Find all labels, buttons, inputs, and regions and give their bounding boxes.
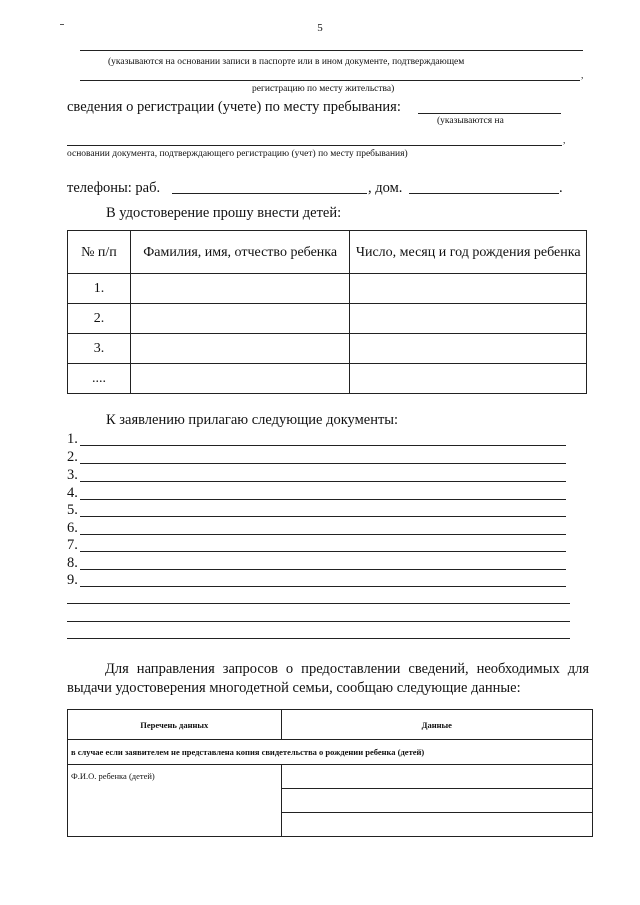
extra-line[interactable] (67, 638, 570, 639)
document-line[interactable] (80, 481, 566, 482)
child-fio-label: Ф.И.О. ребенка (детей) (68, 765, 282, 837)
item-number: 7. (67, 537, 78, 553)
document-line[interactable] (80, 463, 566, 464)
item-number: 9. (67, 572, 78, 588)
note-stay-a: (указываются на (437, 116, 504, 126)
birth-date-cell[interactable] (350, 364, 587, 394)
child-name-cell[interactable] (130, 304, 350, 334)
col-birth-date: Число, месяц и год рождения ребенка (350, 231, 587, 274)
note-registration: регистрацию по месту жительства) (252, 84, 395, 94)
stay-label: сведения о регистрации (учете) по месту пребывания: (67, 99, 401, 115)
stay-line-2[interactable] (67, 145, 562, 146)
item-number: 2. (67, 449, 78, 465)
col-child-name: Фамилия, имя, отчество ребенка (130, 231, 350, 274)
document-line[interactable] (80, 569, 566, 570)
children-intro: В удостоверение прошу внести детей: (106, 205, 342, 221)
col-number: № п/п (68, 231, 131, 274)
item-number: 4. (67, 485, 78, 501)
birth-date-cell[interactable] (350, 304, 587, 334)
requests-table (67, 709, 593, 837)
item-number: 6. (67, 520, 78, 536)
child-name-cell[interactable] (130, 334, 350, 364)
section-row (68, 740, 593, 765)
table-row (68, 274, 587, 304)
child-name-cell[interactable] (130, 274, 350, 304)
table-row (68, 765, 593, 789)
document-line[interactable] (80, 516, 566, 517)
work-phone-label: телефоны: раб. (67, 180, 161, 196)
home-phone-field[interactable] (409, 193, 559, 194)
document-line[interactable] (80, 445, 566, 446)
comma: , (563, 136, 566, 146)
document-line[interactable] (80, 551, 566, 552)
col-data-list: Перечень данных (68, 710, 282, 740)
row-number: .... (68, 364, 131, 394)
page-number: 5 (317, 22, 323, 34)
note-passport: (указываются на основании записи в паспорте или в ином документе, подтверждающем (108, 57, 465, 67)
item-number: 5. (67, 502, 78, 518)
fio-value-cell[interactable] (281, 789, 592, 813)
item-number: 1. (67, 431, 78, 447)
birth-date-cell[interactable] (350, 334, 587, 364)
corner-mark (60, 24, 64, 25)
row-number: 2. (68, 304, 131, 334)
residence-line-2[interactable] (80, 80, 580, 81)
children-header-row (68, 231, 587, 274)
comma: , (581, 71, 584, 81)
work-phone-field[interactable] (172, 193, 367, 194)
row-number: 3. (68, 334, 131, 364)
fio-value-cell[interactable] (281, 813, 592, 837)
fio-value-cell[interactable] (281, 765, 592, 789)
item-number: 8. (67, 555, 78, 571)
table-row (68, 304, 587, 334)
row-number: 1. (68, 274, 131, 304)
table-row (68, 334, 587, 364)
residence-line[interactable] (80, 50, 583, 51)
note-stay-b: основании документа, подтверждающего регистрацию (учет) по месту пребывания) (67, 149, 408, 159)
children-table (67, 230, 587, 394)
period: . (559, 180, 563, 196)
extra-line[interactable] (67, 621, 570, 622)
documents-intro: К заявлению прилагаю следующие документы: (106, 412, 399, 428)
extra-line[interactable] (67, 603, 570, 604)
requests-paragraph: Для направления запросов о предоставлении сведений, необходимых для выдачи удостоверения многодетной семьи, сообщаю следующие данные: (67, 661, 589, 696)
item-number: 3. (67, 467, 78, 483)
document-line[interactable] (80, 499, 566, 500)
document-line[interactable] (80, 586, 566, 587)
section-title: в случае если заявителем не представлена копия свидетельства о рождении ребенка (детей) (68, 740, 593, 765)
document-line[interactable] (80, 534, 566, 535)
child-name-cell[interactable] (130, 364, 350, 394)
requests-header-row (68, 710, 593, 740)
col-data-values: Данные (281, 710, 592, 740)
home-phone-label: , дом. (368, 180, 403, 196)
table-row (68, 364, 587, 394)
birth-date-cell[interactable] (350, 274, 587, 304)
stay-line[interactable] (418, 113, 561, 114)
